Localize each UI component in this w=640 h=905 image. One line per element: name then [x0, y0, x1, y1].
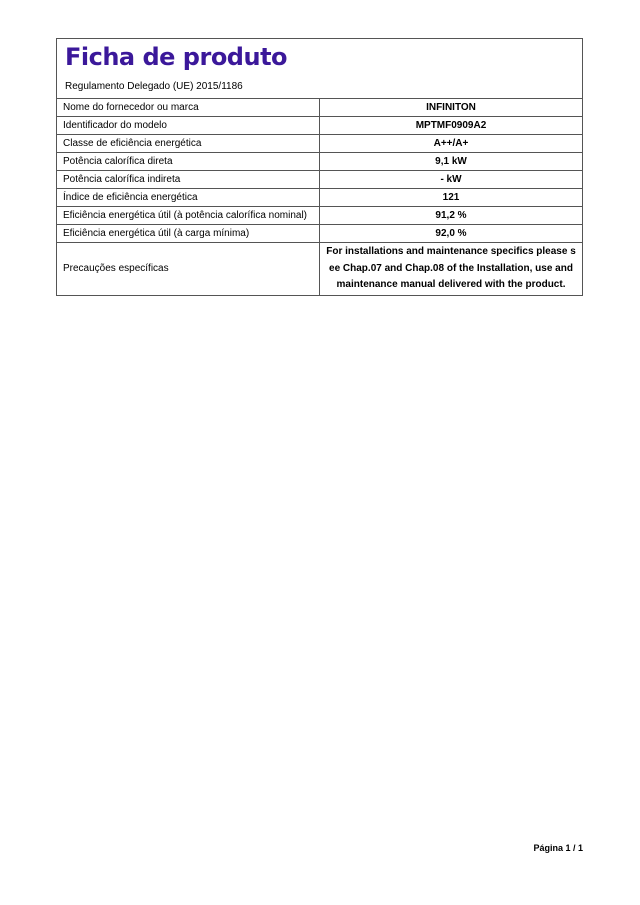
row-value: 92,0 %	[320, 225, 583, 243]
row-label: Precauções específicas	[57, 243, 320, 295]
row-label: Identificador do modelo	[57, 117, 320, 135]
page-number: Página 1 / 1	[533, 843, 583, 853]
table-row	[57, 207, 582, 225]
regulation-subtitle: Regulamento Delegado (UE) 2015/1186	[65, 81, 243, 92]
table-row	[57, 117, 582, 135]
row-label: Eficiência energética útil (à carga mínima)	[57, 225, 320, 243]
row-label: Classe de eficiência energética	[57, 135, 320, 153]
row-value: For installations and maintenance specifics please see Chap.07 and Chap.08 of the Installation, use and maintenance manual delivered with the product.	[320, 243, 583, 295]
row-value: MPTMF0909A2	[320, 117, 583, 135]
table-row	[57, 189, 582, 207]
page-title: Ficha de produto	[65, 43, 288, 71]
table-row	[57, 171, 582, 189]
product-sheet	[56, 38, 583, 296]
row-value: 91,2 %	[320, 207, 583, 225]
row-value: 9,1 kW	[320, 153, 583, 171]
row-label: Eficiência energética útil (à potência calorífica nominal)	[57, 207, 320, 225]
table-row	[57, 153, 582, 171]
table-row	[57, 99, 582, 117]
row-label: Nome do fornecedor ou marca	[57, 99, 320, 117]
product-table	[57, 99, 582, 295]
row-label: Potência calorífica indireta	[57, 171, 320, 189]
sheet-header	[57, 39, 582, 99]
table-row	[57, 225, 582, 243]
row-label: Potência calorífica direta	[57, 153, 320, 171]
table-row	[57, 135, 582, 153]
row-label: Índice de eficiência energética	[57, 189, 320, 207]
table-row	[57, 243, 582, 295]
row-value: INFINITON	[426, 102, 476, 113]
row-value: - kW	[320, 171, 583, 189]
row-value: A++/A+	[320, 135, 583, 153]
row-value: 121	[320, 189, 583, 207]
